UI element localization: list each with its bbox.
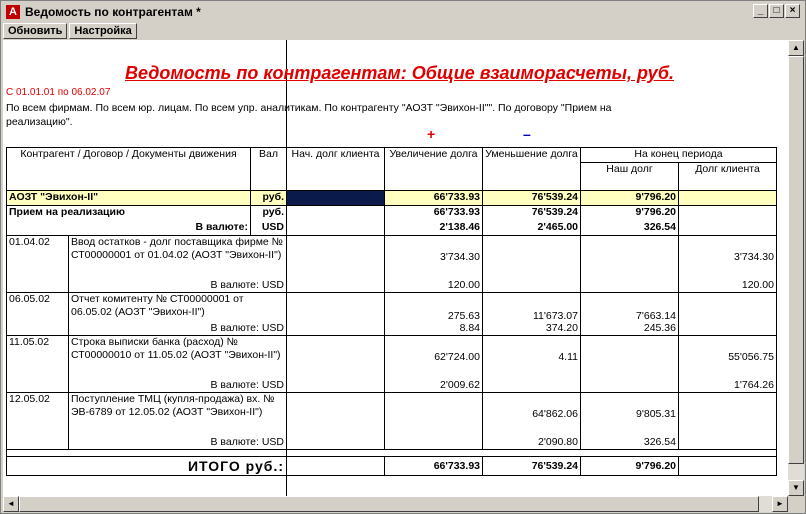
document-our-debt [581, 336, 679, 379]
document-decrease: 4.11 [483, 336, 581, 379]
document-usd-client-debt: 120.00 [679, 279, 777, 293]
document-client-debt: 3'734.30 [679, 236, 777, 279]
title-bar [3, 3, 803, 21]
horizontal-scroll-thumb[interactable] [19, 496, 759, 512]
document-row[interactable] [7, 393, 777, 436]
scroll-left-icon[interactable]: ◄ [3, 496, 19, 512]
document-description: Отчет комитенту № СТ00000001 от 06.05.02 (АОЗТ "Эвихон-II") [69, 293, 287, 322]
report-table [6, 147, 777, 476]
document-usd-row[interactable] [7, 279, 777, 293]
document-row[interactable] [7, 236, 777, 279]
document-currency-label: В валюте: USD [69, 379, 287, 393]
report-period: С 01.01.01 по 06.02.07 [6, 87, 111, 98]
document-usd-increase: 120.00 [385, 279, 483, 293]
document-client-debt: 55'056.75 [679, 336, 777, 379]
settings-button[interactable]: Настройка [69, 23, 136, 39]
vertical-scrollbar[interactable] [788, 40, 804, 496]
document-usd-row[interactable] [7, 436, 777, 450]
document-row[interactable] [7, 293, 777, 322]
header-counterparty: Контрагент / Договор / Документы движения [7, 148, 251, 191]
document-description: Строка выписки банка (расход) № СТ00000010 от 11.05.02 (АОЗТ "Эвихон-II") [69, 336, 287, 379]
document-usd-increase: 8.84 [385, 322, 483, 336]
window-title: Ведомость по контрагентам * [25, 5, 201, 19]
document-date: 01.04.02 [7, 236, 69, 293]
header-increase: Увеличение долга [385, 148, 483, 191]
spacer-row [7, 450, 777, 457]
counterparty-client-debt [679, 191, 777, 206]
contract-name: Прием на реализацию [7, 206, 251, 221]
document-increase: 3'734.30 [385, 236, 483, 279]
document-usd-client-debt [679, 436, 777, 450]
document-our-debt [581, 236, 679, 279]
document-client-debt [679, 293, 777, 322]
document-usd-increase [385, 436, 483, 450]
document-our-debt: 7'663.14 [581, 293, 679, 322]
scroll-up-icon[interactable]: ▲ [788, 40, 804, 56]
document-decrease: 11'673.07 [483, 293, 581, 322]
document-row[interactable] [7, 336, 777, 379]
selected-cell[interactable] [287, 191, 385, 206]
report-sheet[interactable] [3, 40, 788, 496]
document-our-debt: 9'805.31 [581, 393, 679, 436]
horizontal-scrollbar[interactable] [3, 496, 788, 512]
refresh-button[interactable]: Обновить [3, 23, 67, 39]
document-usd-decrease: 2'090.80 [483, 436, 581, 450]
contract-start-debt [287, 206, 385, 221]
header-start-debt: Нач. долг клиента [287, 148, 385, 191]
counterparty-currency: руб. [251, 191, 287, 206]
window-controls [753, 4, 800, 18]
contract-row[interactable] [7, 206, 777, 221]
document-usd-client-debt: 1'764.26 [679, 379, 777, 393]
counterparty-row[interactable] [7, 191, 777, 206]
contract-currency-start-debt [287, 221, 385, 236]
contract-currency-increase: 2'138.46 [385, 221, 483, 236]
document-start-debt [287, 236, 385, 293]
total-client-debt [679, 457, 777, 476]
scroll-right-icon[interactable]: ► [772, 496, 788, 512]
counterparty-name: АОЗТ "Эвихон-II" [7, 191, 251, 206]
document-usd-decrease [483, 379, 581, 393]
document-decrease: 64'862.06 [483, 393, 581, 436]
maximize-icon[interactable]: □ [769, 4, 784, 18]
header-decrease: Уменьшение долга [483, 148, 581, 191]
document-currency-label: В валюте: USD [69, 279, 287, 293]
contract-decrease: 76'539.24 [483, 206, 581, 221]
document-usd-our-debt [581, 279, 679, 293]
document-usd-our-debt: 245.36 [581, 322, 679, 336]
scrollbar-corner [788, 496, 804, 512]
total-decrease: 76'539.24 [483, 457, 581, 476]
document-date: 12.05.02 [7, 393, 69, 450]
document-usd-our-debt [581, 379, 679, 393]
document-description: Поступление ТМЦ (купля-продажа) вх. № ЭВ-6789 от 12.05.02 (АОЗТ "Эвихон-II") [69, 393, 287, 436]
total-start-debt [287, 457, 385, 476]
document-start-debt [287, 293, 385, 336]
document-usd-decrease: 374.20 [483, 322, 581, 336]
document-client-debt [679, 393, 777, 436]
total-our-debt: 9'796.20 [581, 457, 679, 476]
total-label: ИТОГО руб.: [7, 457, 287, 476]
contract-currency-our-debt: 326.54 [581, 221, 679, 236]
document-increase [385, 393, 483, 436]
total-row[interactable] [7, 457, 777, 476]
document-start-debt [287, 336, 385, 393]
document-decrease [483, 236, 581, 279]
document-usd-increase: 2'009.62 [385, 379, 483, 393]
header-client-debt: Долг клиента [679, 163, 777, 191]
document-currency-label: В валюте: USD [69, 436, 287, 450]
document-date: 11.05.02 [7, 336, 69, 393]
plus-sign: + [427, 126, 436, 142]
contract-currency-label: В валюте: [7, 221, 251, 236]
contract-increase: 66'733.93 [385, 206, 483, 221]
contract-currency-row[interactable] [7, 221, 777, 236]
app-icon: A [6, 5, 20, 19]
header-period-end: На конец периода [581, 148, 777, 163]
scroll-down-icon[interactable]: ▼ [788, 480, 804, 496]
vertical-scroll-thumb[interactable] [788, 56, 804, 464]
toolbar [3, 23, 137, 39]
contract-currency-decrease: 2'465.00 [483, 221, 581, 236]
document-start-debt [287, 393, 385, 450]
document-usd-client-debt [679, 322, 777, 336]
contract-currency-client-debt [679, 221, 777, 236]
document-usd-row[interactable] [7, 379, 777, 393]
counterparty-decrease: 76'539.24 [483, 191, 581, 206]
minimize-icon[interactable]: _ [753, 4, 768, 18]
document-usd-our-debt: 326.54 [581, 436, 679, 450]
contract-client-debt [679, 206, 777, 221]
document-usd-decrease [483, 279, 581, 293]
total-increase: 66'733.93 [385, 457, 483, 476]
minus-sign: – [523, 126, 531, 142]
counterparty-our-debt: 9'796.20 [581, 191, 679, 206]
header-our-debt: Наш долг [581, 163, 679, 191]
document-currency-label: В валюте: USD [69, 322, 287, 336]
document-increase: 62'724.00 [385, 336, 483, 379]
report-title: Ведомость по контрагентам: Общие взаиморасчеты, руб. [125, 63, 674, 83]
counterparty-increase: 66'733.93 [385, 191, 483, 206]
close-icon[interactable]: × [785, 4, 800, 18]
document-increase: 275.63 [385, 293, 483, 322]
document-date: 06.05.02 [7, 293, 69, 336]
header-currency: Вал [251, 148, 287, 191]
contract-currency-code: USD [251, 221, 287, 236]
document-usd-row[interactable] [7, 322, 777, 336]
report-filter: По всем фирмам. По всем юр. лицам. По всем упр. аналитикам. По контрагенту "АОЗТ "Эвихон-II"". По договору "Прием на реализацию". [6, 102, 612, 128]
document-description: Ввод остатков - долг поставщика фирме № СТ00000001 от 01.04.02 (АОЗТ "Эвихон-II") [69, 236, 287, 279]
contract-currency: руб. [251, 206, 287, 221]
contract-our-debt: 9'796.20 [581, 206, 679, 221]
